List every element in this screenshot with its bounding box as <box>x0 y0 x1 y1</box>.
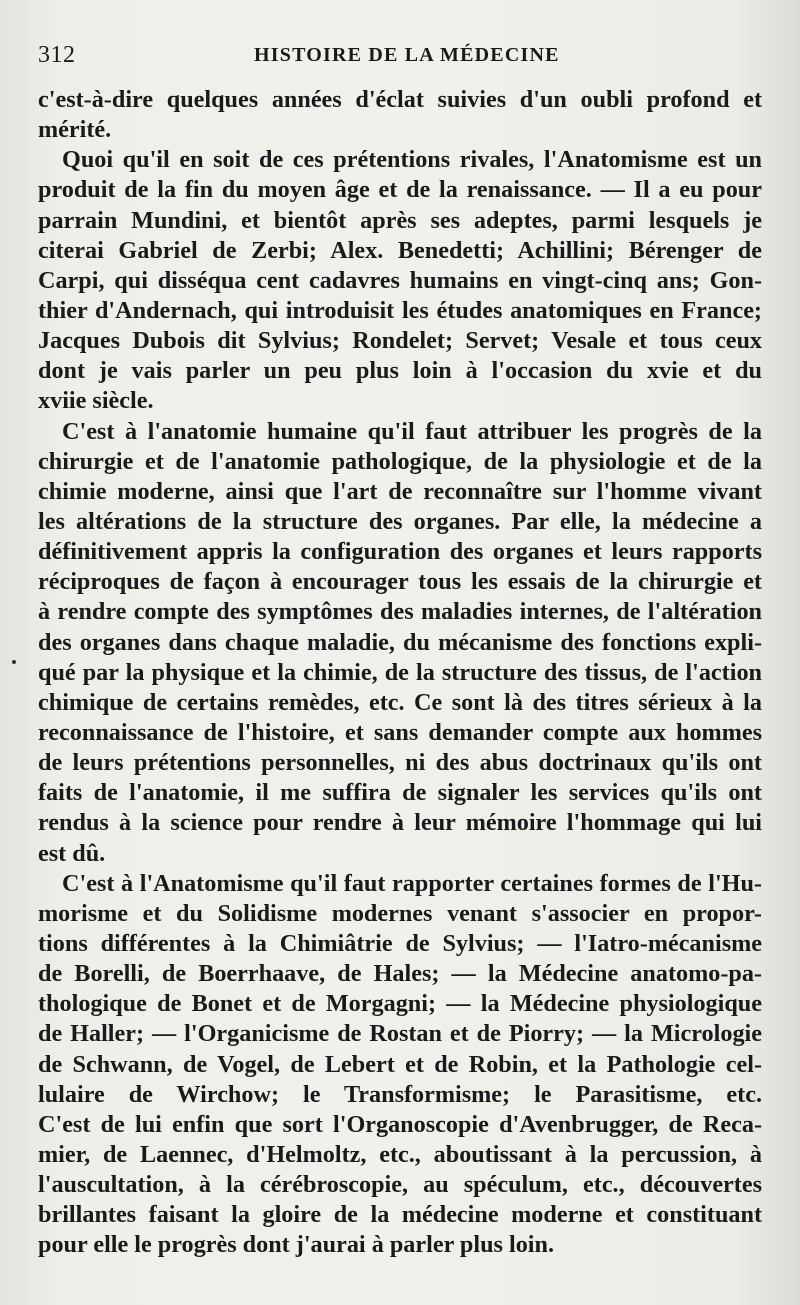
page-number: 312 <box>38 42 76 68</box>
text-line: chimie moderne, ainsi que l'art de reconnaître sur l'homme vivant <box>38 477 762 505</box>
text-line: thier d'Andernach, qui introduisit les études anatomiques en France; <box>38 296 762 324</box>
text-line: Quoi qu'il en soit de ces prétentions rivales, l'Anatomisme est un <box>62 146 762 174</box>
text-line: l'auscultation, à la cérébroscopie, au spéculum, etc., découvertes <box>38 1171 762 1199</box>
text-line: tions différentes à la Chimiâtrie de Sylvius; — l'Iatro-mécanisme <box>38 929 762 957</box>
running-head <box>38 42 758 76</box>
text-line: thologique de Bonet et de Morgagni; — la Médecine physiologique <box>38 990 762 1018</box>
page-header-title: HISTOIRE DE LA MÉDECINE <box>254 44 560 66</box>
text-line: définitivement appris la configuration des organes et leurs rapports <box>38 538 762 566</box>
text-line: les altérations de la structure des organes. Par elle, la médecine a <box>38 507 762 535</box>
text-line: C'est à l'anatomie humaine qu'il faut attribuer les progrès de la <box>62 417 762 445</box>
text-line: des organes dans chaque maladie, du mécanisme des fonctions expli- <box>38 628 762 656</box>
text-line: réciproques de façon à encourager tous les essais de la chirurgie et <box>38 568 762 596</box>
text-line: brillantes faisant la gloire de la médecine moderne et constituant <box>38 1201 762 1229</box>
text-line: C'est à l'Anatomisme qu'il faut rapporter certaines formes de l'Hu- <box>62 869 762 897</box>
text-line: à rendre compte des symptômes des maladies internes, de l'altération <box>38 598 762 626</box>
text-line: morisme et du Solidisme modernes venant s'associer en propor- <box>38 899 762 927</box>
text-line: de leurs prétentions personnelles, ni des abus doctrinaux qu'ils ont <box>38 749 762 777</box>
text-line: C'est de lui enfin que sort l'Organoscopie d'Avenbrugger, de Reca- <box>38 1110 762 1138</box>
text-line: Carpi, qui disséqua cent cadavres humains en vingt-cinq ans; Gon- <box>38 266 762 294</box>
text-line: lulaire de Wirchow; le Transformisme; le Parasitisme, etc. <box>38 1080 762 1108</box>
text-line: Jacques Dubois dit Sylvius; Rondelet; Servet; Vesale et tous ceux <box>38 327 762 355</box>
text-line: faits de l'anatomie, il me suffira de signaler les services qu'ils ont <box>38 779 762 807</box>
text-line: chirurgie et de l'anatomie pathologique, de la physiologie et de la <box>38 447 762 475</box>
text-line: dont je vais parler un peu plus loin à l'occasion du xvie et du <box>38 357 762 385</box>
ink-speck <box>12 660 16 664</box>
text-line: est dû. <box>38 839 106 867</box>
text-line: mier, de Laennec, d'Helmoltz, etc., aboutissant à la percussion, à <box>38 1140 762 1168</box>
text-line: parrain Mundini, et bientôt après ses adeptes, parmi lesquels je <box>38 206 762 234</box>
text-line: qué par la physique et la chimie, de la structure des tissus, de l'action <box>38 658 762 686</box>
text-line: de Haller; — l'Organicisme de Rostan et de Piorry; — la Micrologie <box>38 1020 762 1048</box>
text-line: de Schwann, de Vogel, de Lebert et de Robin, et la Pathologie cel- <box>38 1050 762 1078</box>
text-line: c'est-à-dire quelques années d'éclat suivies d'un oubli profond et <box>38 86 762 113</box>
text-line: produit de la fin du moyen âge et de la renaissance. — Il a eu pour <box>38 176 762 204</box>
text-line: reconnaissance de l'histoire, et sans demander compte aux hommes <box>38 718 762 746</box>
text-line: citerai Gabriel de Zerbi; Alex. Benedetti; Achillini; Bérenger de <box>38 236 762 264</box>
text-line: chimique de certains remèdes, etc. Ce sont là des titres sérieux à la <box>38 688 762 716</box>
body-text <box>38 85 762 1260</box>
text-line: xviie siècle. <box>38 387 154 415</box>
text-line: rendus à la science pour rendre à leur mémoire l'hommage qui lui <box>38 809 762 837</box>
text-line: pour elle le progrès dont j'aurai à parler plus loin. <box>38 1231 555 1259</box>
text-line: de Borelli, de Boerrhaave, de Hales; — la Médecine anatomo-pa- <box>38 960 762 988</box>
text-line: mérité. <box>38 116 112 144</box>
